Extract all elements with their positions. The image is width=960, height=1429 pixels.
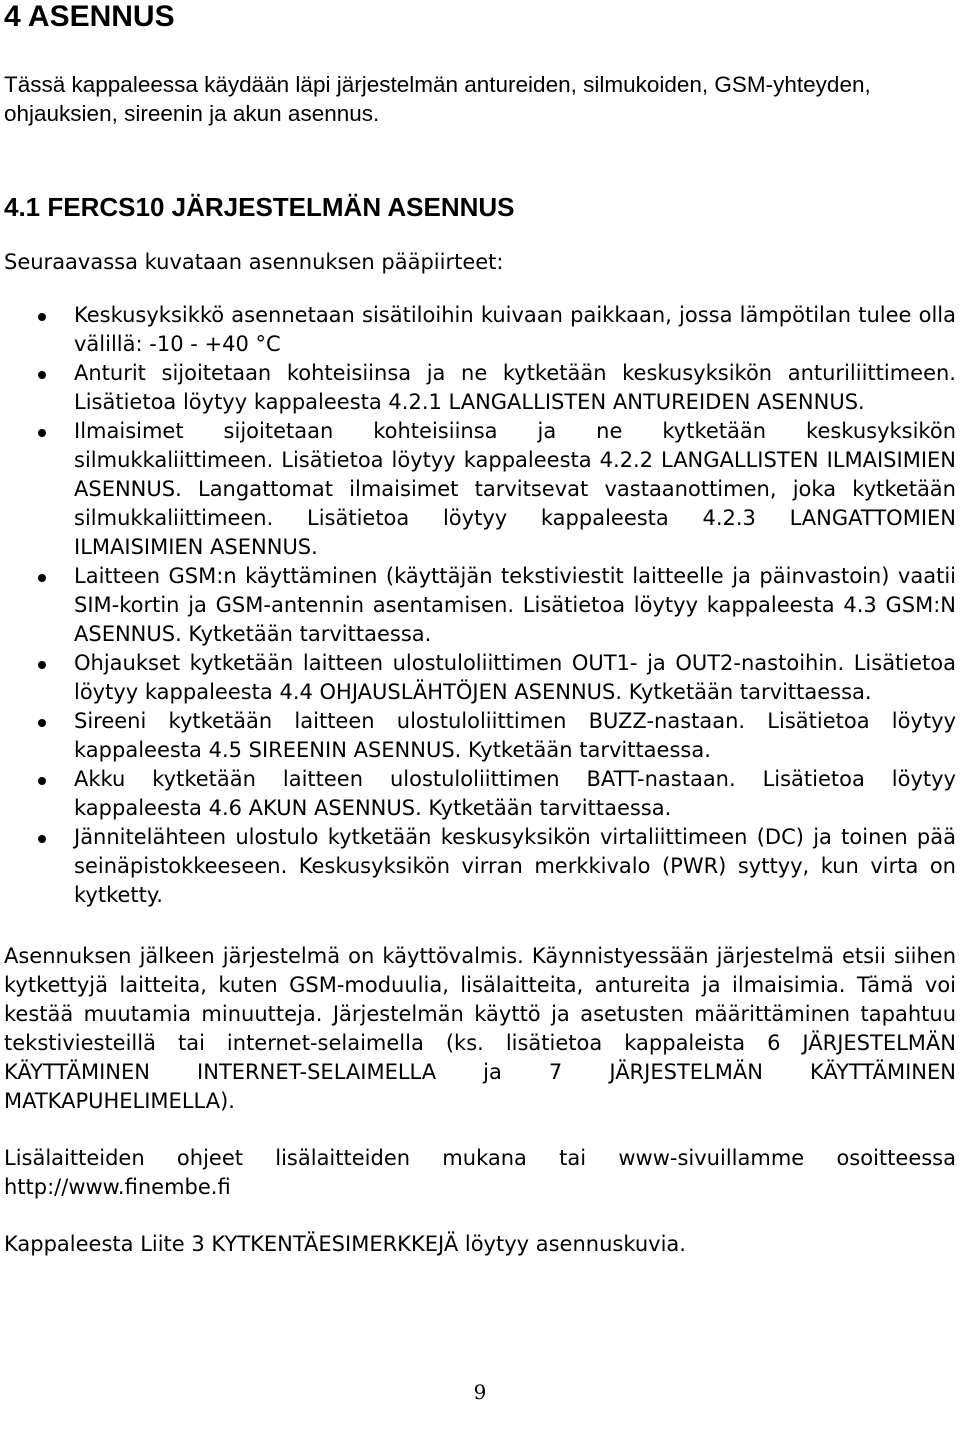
list-item-text: Anturit sijoitetaan kohteisiinsa ja ne kytketään keskusyksikön anturiliittimeen. Lisätietoa löytyy kappaleesta 4.2.1 LANGALLISTEN ANTUREIDEN ASENNUS. (74, 361, 956, 414)
document-page (4, 0, 956, 1259)
list-item-text: Ohjaukset kytketään laitteen ulostuloliittimen OUT1- ja OUT2-nastoihin. Lisätietoa löytyy kappaleesta 4.4 OHJAUSLÄHTÖJEN ASENNUS. Kytketään tarvittaessa. (74, 651, 956, 704)
list-item (4, 765, 956, 823)
list-item-text: Jännitelähteen ulostulo kytketään keskusyksikön virtaliittimeen (DC) ja toinen pää seinäpistokkeeseen. Keskusyksikön virran merkkivalo (PWR) syttyy, kun virta on kytketty. (74, 825, 956, 907)
bullet-icon (38, 574, 46, 582)
list-item (4, 417, 956, 562)
page-number: 9 (473, 1380, 487, 1404)
appendix-paragraph: Kappaleesta Liite 3 KYTKENTÄESIMERKKEJÄ löytyy asennuskuvia. (4, 1232, 686, 1256)
accessories-paragraph: Lisälaitteiden ohjeet lisälaitteiden mukana tai www-sivuillamme osoitteessa http://www.finembe.fi (4, 1146, 956, 1199)
post-install-paragraph: Asennuksen jälkeen järjestelmä on käyttövalmis. Käynnistyessään järjestelmä etsii siihen kytkettyjä laitteita, kuten GSM-moduulia, lisälaitteita, antureita ja ilmaisimia. Tämä voi kestää muutamia minuutteja. Järjestelmän käyttö ja asetusten määrittäminen tapahtuu tekstiviesteillä tai internet-selaimella (ks. lisätietoa kappaleista 6 JÄRJESTELMÄN KÄYTTÄMINEN INTERNET-SELAIMELLA ja 7 JÄRJESTELMÄN KÄYTTÄMINEN MATKAPUHELIMELLA). (4, 944, 956, 1113)
section-heading: 4.1 FERCS10 JÄRJESTELMÄN ASENNUS (4, 192, 515, 222)
list-item-text: Keskusyksikkö asennetaan sisätiloihin kuivaan paikkaan, jossa lämpötilan tulee olla välillä: -10 - +40 °C (74, 303, 956, 356)
list-item (4, 301, 956, 359)
section-lead: Seuraavassa kuvataan asennuksen pääpiirteet: (4, 250, 504, 274)
bullet-icon (38, 719, 46, 727)
list-item-text: Ilmaisimet sijoitetaan kohteisiinsa ja ne kytketään keskusyksikön silmukkaliittimeen. Lisätietoa löytyy kappaleesta 4.2.2 LANGALLISTEN ILMAISIMIEN ASENNUS. Langattomat ilmaisimet tarvitsevat vastaanottimen, joka kytketään silmukkaliittimeen. Lisätietoa löytyy kappaleesta 4.2.3 LANGATTOMIEN ILMAISIMIEN ASENNUS. (74, 419, 956, 559)
bullet-icon (38, 313, 46, 321)
chapter-heading: 4 ASENNUS (4, 0, 175, 33)
list-item (4, 562, 956, 649)
list-item-text: Akku kytketään laitteen ulostuloliittimen BATT-nastaan. Lisätietoa löytyy kappaleesta 4.6 AKUN ASENNUS. Kytketään tarvittaessa. (74, 767, 956, 820)
list-item-text: Laitteen GSM:n käyttäminen (käyttäjän tekstiviestit laitteelle ja päinvastoin) vaatii SIM-kortin ja GSM-antennin asentamisen. Lisätietoa löytyy kappaleesta 4.3 GSM:N ASENNUS. Kytketään tarvittaessa. (74, 564, 956, 646)
bullet-icon (38, 371, 46, 379)
bullet-icon (38, 661, 46, 669)
installation-steps-list (4, 301, 956, 910)
list-item (4, 359, 956, 417)
list-item (4, 649, 956, 707)
bullet-icon (38, 835, 46, 843)
list-item (4, 707, 956, 765)
bullet-icon (38, 777, 46, 785)
list-item-text: Sireeni kytketään laitteen ulostuloliittimen BUZZ-nastaan. Lisätietoa löytyy kappaleesta 4.5 SIREENIN ASENNUS. Kytketään tarvittaessa. (74, 709, 956, 762)
intro-paragraph: Tässä kappaleessa käydään läpi järjestelmän antureiden, silmukoiden, GSM-yhteyden, ohjauksien, sireenin ja akun asennus. (4, 72, 871, 126)
bullet-icon (38, 429, 46, 437)
list-item (4, 823, 956, 910)
